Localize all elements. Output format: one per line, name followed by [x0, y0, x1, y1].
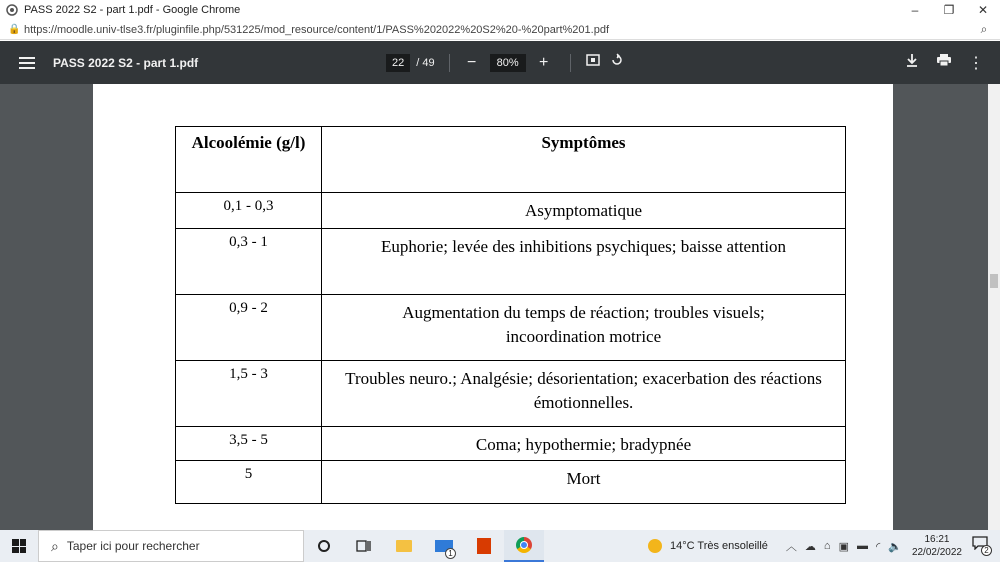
weather-widget[interactable]	[648, 539, 768, 553]
volume-icon[interactable]: 🔈	[888, 540, 902, 553]
fit-page-icon[interactable]	[581, 53, 605, 72]
page-total: / 49	[416, 56, 435, 69]
sun-icon	[648, 539, 662, 553]
search-placeholder: Taper ici pour rechercher	[66, 539, 200, 553]
onedrive-icon[interactable]: ⌂	[823, 540, 831, 552]
table-row	[176, 295, 846, 361]
header-alcoolemie: Alcoolémie (g/l)	[176, 127, 322, 193]
range-cell: 0,1 - 0,3	[176, 193, 322, 229]
file-explorer-icon[interactable]	[384, 530, 424, 562]
table-row	[176, 229, 846, 295]
page-number-input[interactable]: 22	[386, 54, 410, 72]
notification-icon[interactable]	[972, 536, 994, 556]
symptoms-cell: Augmentation du temps de réaction; troubles visuels; incoordination motrice	[322, 295, 846, 361]
table-row	[176, 427, 846, 461]
range-cell: 0,9 - 2	[176, 295, 322, 361]
print-icon[interactable]	[932, 53, 956, 72]
taskbar-search-input[interactable]	[38, 530, 304, 562]
lock-icon[interactable]: 🔒	[8, 24, 21, 35]
table-row	[176, 461, 846, 504]
chevron-up-icon[interactable]: ︿	[785, 541, 797, 553]
range-cell: 3,5 - 5	[176, 427, 322, 461]
zoom-magnifier-icon[interactable]: ⌕	[980, 22, 988, 36]
address-bar[interactable]	[0, 20, 1000, 40]
toolbar-divider	[449, 54, 450, 72]
close-icon[interactable]: ✕	[977, 3, 989, 17]
system-tray	[648, 530, 1000, 562]
restore-icon[interactable]: ❐	[943, 3, 955, 17]
pdf-toolbar	[0, 41, 1000, 84]
clock-time: 16:21	[924, 534, 950, 545]
zoom-level-input[interactable]: 80%	[490, 54, 526, 72]
table-row	[176, 193, 846, 229]
clock-date: 22/02/2022	[911, 547, 962, 558]
chrome-taskbar-icon[interactable]	[504, 530, 544, 562]
scrollbar-thumb[interactable]	[990, 274, 998, 288]
range-cell: 5	[176, 461, 322, 504]
office-icon[interactable]	[464, 530, 504, 562]
symptoms-cell: Coma; hypothermie; bradypnée	[322, 427, 846, 461]
pdf-file-name: PASS 2022 S2 - part 1.pdf	[53, 55, 199, 70]
table-header-row	[176, 127, 846, 193]
symptoms-cell: Mort	[322, 461, 846, 504]
pdf-viewer[interactable]	[0, 84, 988, 530]
range-cell: 0,3 - 1	[176, 229, 322, 295]
wifi-icon[interactable]: ◜	[875, 540, 881, 553]
mail-badge: 1	[445, 548, 456, 559]
symptoms-cell: Asymptomatique	[322, 193, 846, 229]
clock[interactable]	[912, 533, 962, 559]
more-options-icon[interactable]: ⋮	[968, 54, 984, 72]
range-cell: 1,5 - 3	[176, 361, 322, 427]
menu-icon[interactable]	[19, 54, 35, 72]
cortana-icon[interactable]	[304, 530, 344, 562]
header-symptomes: Symptômes	[322, 127, 846, 193]
symptoms-cell: Euphorie; levée des inhibitions psychiques; baisse attention	[322, 229, 846, 295]
table-row	[176, 361, 846, 427]
task-view-icon[interactable]	[344, 530, 384, 562]
pdf-page	[93, 84, 893, 530]
alcoholemia-table	[175, 126, 846, 504]
rotate-icon[interactable]	[605, 53, 629, 72]
cloud-icon[interactable]: ☁	[804, 540, 816, 553]
battery-icon[interactable]: ▬	[856, 540, 868, 552]
minimize-icon[interactable]: –	[911, 3, 919, 17]
symptoms-cell: Troubles neuro.; Analgésie; désorientation; exacerbation des réactions émotionnelles.	[322, 361, 846, 427]
toolbar-divider	[570, 54, 571, 72]
window-title-bar	[0, 0, 1000, 20]
zoom-in-button[interactable]: +	[538, 53, 549, 71]
windows-start-icon[interactable]	[0, 530, 38, 562]
search-icon: ⌕	[51, 537, 59, 554]
weather-text: 14°C Très ensoleillé	[669, 540, 768, 552]
zoom-out-button[interactable]: −	[466, 53, 477, 71]
url-text[interactable]: https://moodle.univ-tlse3.fr/pluginfile.php/531225/mod_resource/content/1/PASS%202022%20S2%20-%20part%201.pdf	[24, 23, 610, 36]
chrome-favicon-icon	[6, 4, 18, 16]
vertical-scrollbar[interactable]	[988, 84, 1000, 530]
display-icon[interactable]: ▣	[838, 540, 849, 553]
notification-count: 2	[981, 545, 992, 556]
taskbar	[0, 530, 1000, 562]
download-icon[interactable]	[900, 53, 924, 72]
window-title: PASS 2022 S2 - part 1.pdf - Google Chrome	[24, 4, 241, 16]
mail-icon[interactable]	[424, 530, 464, 562]
